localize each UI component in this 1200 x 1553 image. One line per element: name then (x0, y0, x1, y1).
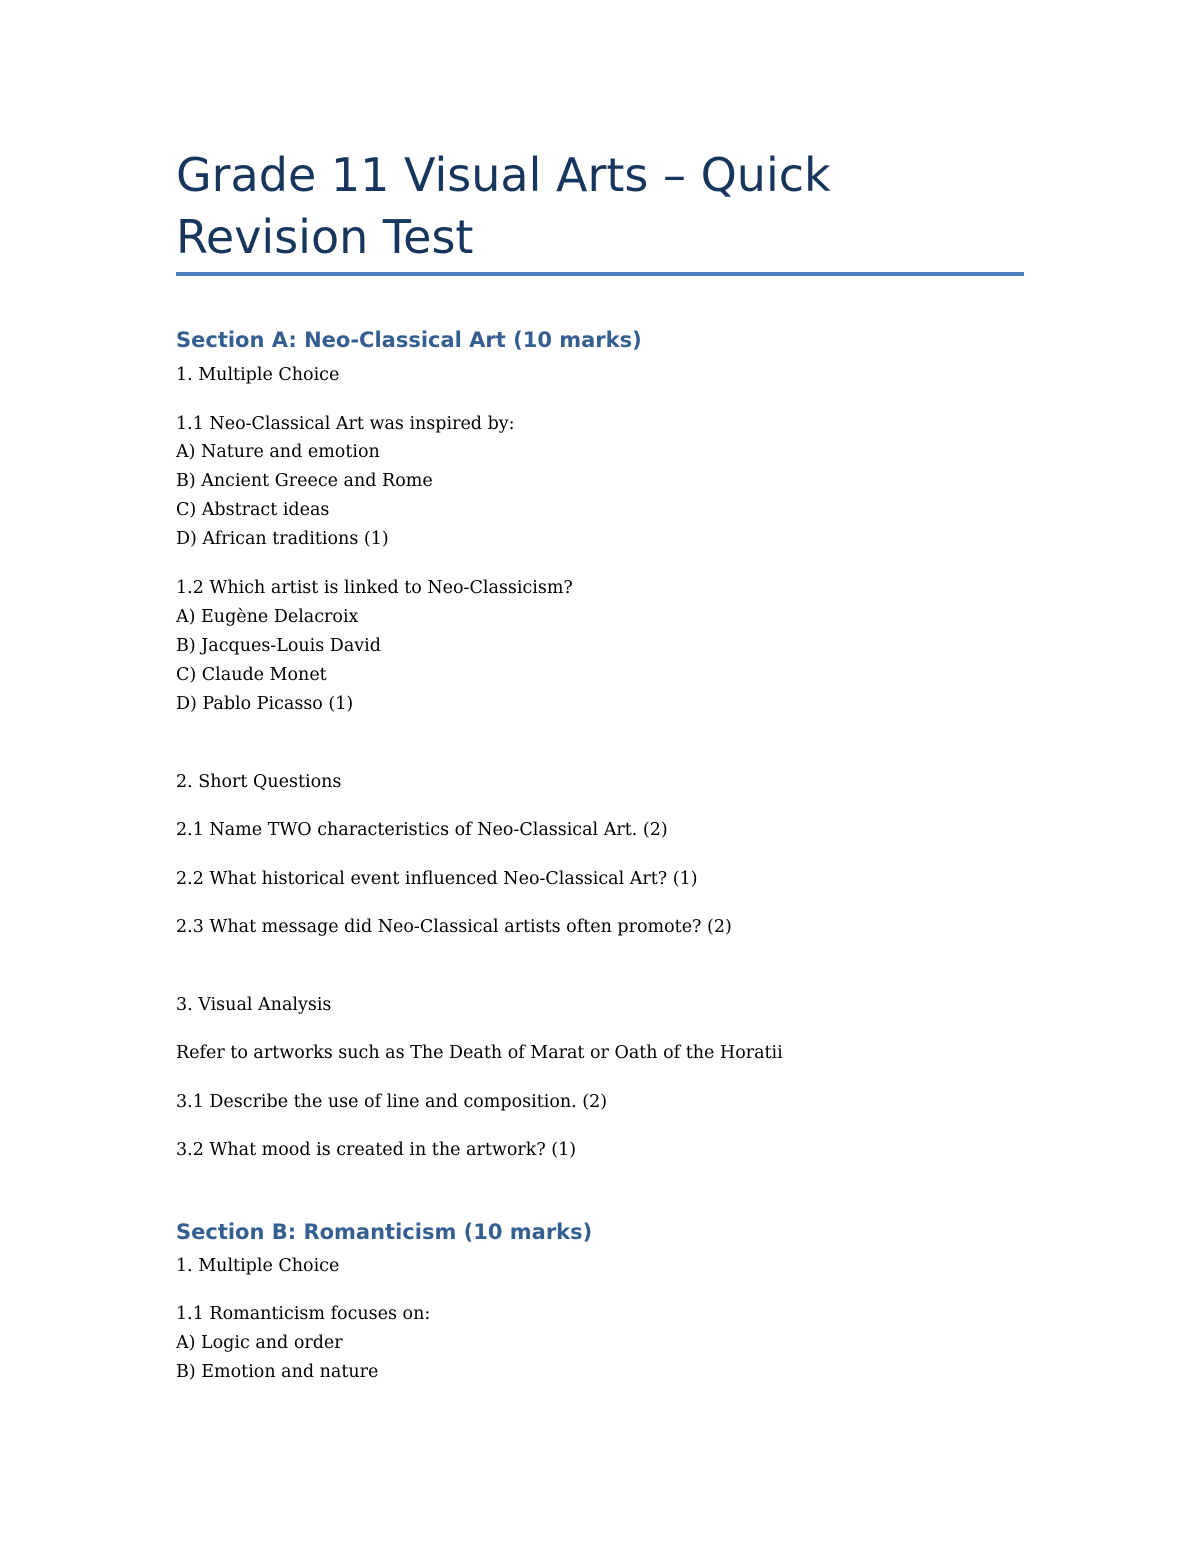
section-a-mc-label: 1. Multiple Choice (176, 365, 340, 385)
question-b-1-1: 1.1 Romanticism focuses on: (176, 1304, 431, 1324)
question-a-1-2-option-a: A) Eugène Delacroix (176, 607, 359, 627)
question-a-3-2: 3.2 What mood is created in the artwork? (1) (176, 1140, 577, 1160)
question-a-2-1: 2.1 Name TWO characteristics of Neo-Classical Art. (2) (176, 820, 668, 840)
section-b-heading: Section B: Romanticism (10 marks) (176, 1220, 593, 1244)
question-a-1-1-option-b: B) Ancient Greece and Rome (176, 471, 433, 491)
question-a-1-1-option-a: A) Nature and emotion (176, 442, 380, 462)
question-a-1-2-option-d: D) Pablo Picasso (1) (176, 694, 354, 714)
section-a-heading: Section A: Neo-Classical Art (10 marks) (176, 328, 642, 352)
question-a-1-1-option-c: C) Abstract ideas (176, 500, 330, 520)
title-underline (176, 272, 1024, 276)
section-a-short-label: 2. Short Questions (176, 772, 342, 792)
section-a-visual-label: 3. Visual Analysis (176, 995, 332, 1015)
section-a-visual-intro: Refer to artworks such as The Death of Marat or Oath of the Horatii (176, 1043, 783, 1063)
question-a-3-1: 3.1 Describe the use of line and composition. (2) (176, 1092, 608, 1112)
question-b-1-1-option-b: B) Emotion and nature (176, 1362, 379, 1382)
document-title: Grade 11 Visual Arts – Quick Revision Test (176, 148, 831, 264)
question-a-1-2-option-c: C) Claude Monet (176, 665, 327, 685)
question-a-1-2: 1.2 Which artist is linked to Neo-Classicism? (176, 578, 573, 598)
question-b-1-1-option-a: A) Logic and order (176, 1333, 343, 1353)
question-a-1-2-option-b: B) Jacques-Louis David (176, 636, 381, 656)
question-a-2-3: 2.3 What message did Neo-Classical artists often promote? (2) (176, 917, 732, 937)
question-a-1-1: 1.1 Neo-Classical Art was inspired by: (176, 414, 515, 434)
section-b-mc-label: 1. Multiple Choice (176, 1256, 340, 1276)
question-a-1-1-option-d: D) African traditions (1) (176, 529, 389, 549)
question-a-2-2: 2.2 What historical event influenced Neo-Classical Art? (1) (176, 869, 698, 889)
